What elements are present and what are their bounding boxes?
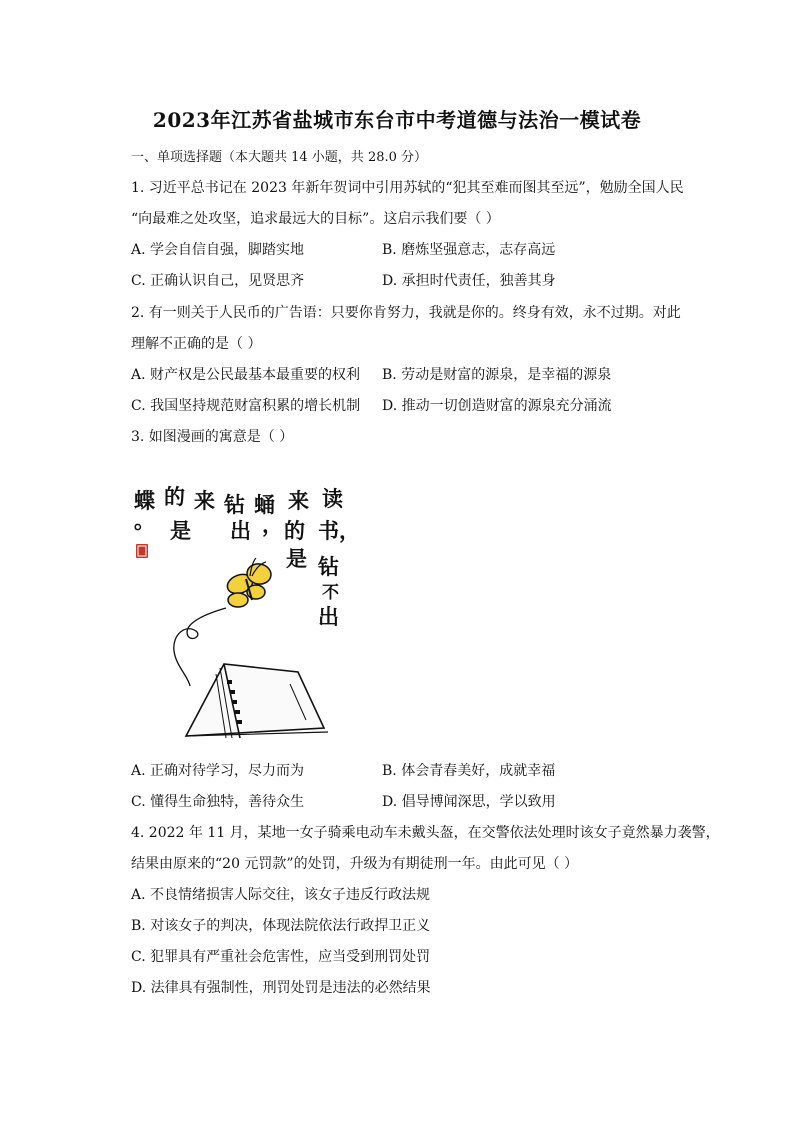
comic-char: 蛹 [254,493,275,517]
q4-option-d: D. 法律具有强制性，刑罚处罚是违法的必然结果 [131,980,431,996]
open-book-icon [186,664,328,738]
q2-stem-line2: 理解不正确的是（ ） [131,336,262,352]
q1-option-a: A. 学会自信自强，脚踏实地 [131,242,305,258]
q3-option-a: A. 正确对待学习，尽力而为 [131,763,305,779]
comic-char: 蝶 [134,489,155,513]
q4-stem-line2: 结果由原来的“20 元罚款”的处罚，升级为有期徒刑一年。由此可见（ ） [131,856,579,872]
comic-char: 书， [318,519,360,543]
comic-char: ， [262,513,283,537]
comic-char: 钻 [224,493,245,517]
comic-char: 是 [170,519,191,543]
q4-option-b: B. 对该女子的判决，体现法院依法行政捍卫正义 [131,918,431,934]
comic-char: 来 [288,489,309,513]
q1-stem-line2: “向最难之处攻坚，追求最远大的目标”。这启示我们要（ ） [131,211,500,227]
q2-option-a: A. 财产权是公民最基本最重要的权利 [131,367,361,383]
q2-option-d: D. 推动一切创造财富的源泉充分涌流 [382,398,612,414]
comic-char: 不 [322,583,339,603]
q3-option-d: D. 倡导博闻深思，学以致用 [382,794,556,810]
section-heading: 一、单项选择题（本大题共 14 小题，共 28.0 分） [131,150,428,165]
q3-option-c: C. 懂得生命独特，善待众生 [131,794,305,810]
comic-char: 出 [318,605,339,629]
q3-option-b: B. 体会青春美好，成就幸福 [382,763,556,779]
q1-option-c: C. 正确认识自己，见贤思齐 [131,273,305,289]
q4-option-c: C. 犯罪具有严重社会危害性，应当受到刑罚处罚 [131,949,431,965]
q2-stem-line1: 2. 有一则关于人民币的广告语：只要你肯努力，我就是你的。终身有效，永不过期。对此 [131,305,681,321]
butterfly-icon [225,558,273,607]
q1-option-b: B. 磨炼坚强意志，志存高远 [382,242,556,258]
comic-illustration [128,476,360,748]
q4-stem-line1: 4. 2022 年 11 月，某地一女子骑乘电动车未戴头盔，在交警依法处理时该女子竟然暴力袭警， [131,825,720,841]
comic-char: 的 [164,485,185,509]
comic-char: 出 [230,519,251,543]
q2-option-b: B. 劳动是财富的源泉，是幸福的源泉 [382,367,612,383]
comic-char: 。 [134,509,155,533]
q4-option-a: A. 不良情绪损害人际交往，该女子违反行政法规 [131,887,431,903]
comic-char: 是 [286,547,307,571]
q1-stem-line1: 1. 习近平总书记在 2023 年新年贺词中引用苏轼的“犯其至难而图其至远”，勉励全国人民 [131,180,684,196]
comic-char: 的 [284,519,305,543]
comic-char: 读 [322,487,343,511]
page-title: 2023年江苏省盐城市东台市中考道德与法治一模试卷 [152,108,642,132]
q3-stem: 3. 如图漫画的寓意是（ ） [131,429,294,445]
q2-option-c: C. 我国坚持规范财富积累的增长机制 [131,398,361,414]
comic-char: 来 [194,489,215,513]
q1-option-d: D. 承担时代责任，独善其身 [382,273,556,289]
comic-char: 钻 [318,555,339,579]
